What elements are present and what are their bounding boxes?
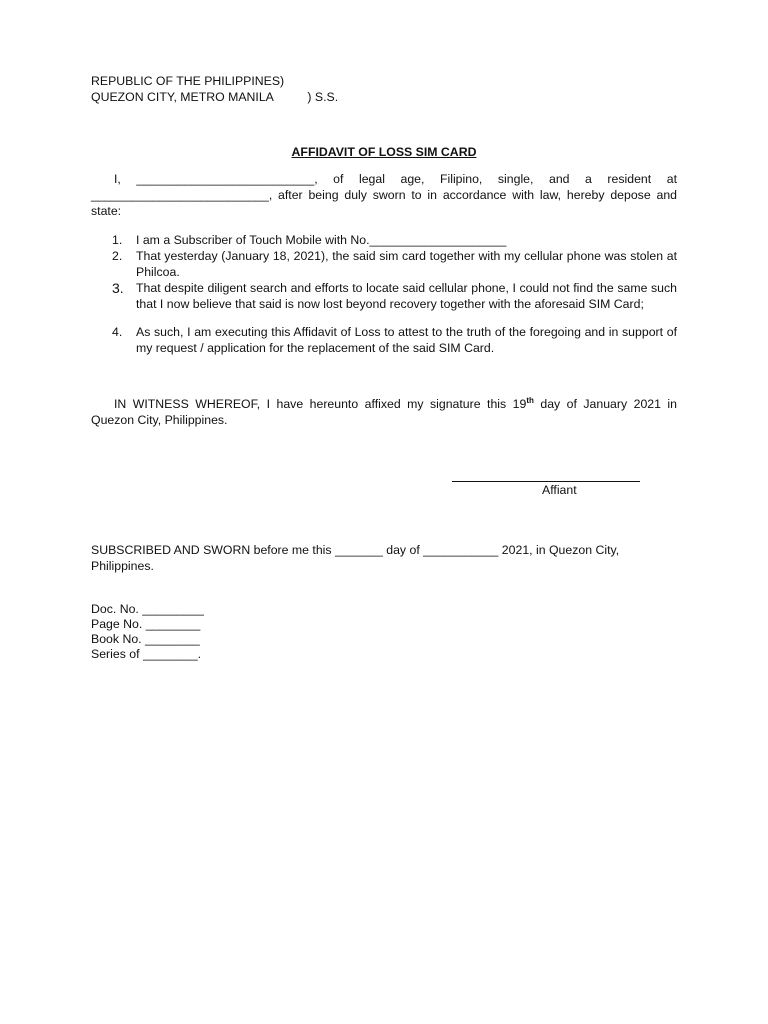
list-item-text: I am a Subscriber of Touch Mobile with No.____________________ xyxy=(136,233,507,247)
list-item-text: That yesterday (January 18, 2021), the said sim card together with my cellular phone was stolen at Philcoa. xyxy=(136,249,677,279)
list-item-text: As such, I am executing this Affidavit of Loss to attest to the truth of the foregoing and in support of my request / application for the replacement of the said SIM Card. xyxy=(136,325,677,355)
doc-number: Doc. No. _________ xyxy=(91,602,204,616)
document-title: AFFIDAVIT OF LOSS SIM CARD xyxy=(291,145,477,159)
list-item-number: 1. xyxy=(112,233,123,247)
jurat-paragraph: SUBSCRIBED AND SWORN before me this _______ day of ___________ 2021, in Quezon City, Philippines. xyxy=(91,543,620,573)
case-caption xyxy=(91,73,338,105)
caption-line-republic: REPUBLIC OF THE PHILIPPINES) xyxy=(91,74,285,88)
statement-list xyxy=(91,232,677,356)
list-item xyxy=(91,232,677,248)
list-item xyxy=(91,280,677,312)
page-number: Page No. ________ xyxy=(91,617,201,631)
witness-text-end: day of January 2021 in Quezon City, Philippines. xyxy=(91,397,678,427)
series-number: Series of ________. xyxy=(91,647,202,661)
list-item-number: 4. xyxy=(112,325,123,339)
affiant-label: Affiant xyxy=(542,483,577,497)
witness-text-start: IN WITNESS WHEREOF, I have hereunto affixed my signature this 19 xyxy=(114,397,527,411)
list-item-number: 2. xyxy=(112,249,123,263)
notarial-register xyxy=(91,601,204,661)
list-item-text: That despite diligent search and efforts to locate said cellular phone, I could not find the same such that I now believe that said is now lost beyond recovery together with the aforesaid SIM Card; xyxy=(136,281,677,311)
ordinal-suffix: th xyxy=(526,395,534,405)
list-item xyxy=(91,324,677,356)
witness-paragraph xyxy=(91,396,677,428)
intro-paragraph: I, __________________________, of legal age, Filipino, single, and a resident at __________________________, after being duly sworn to in accordance with law, hereby depose and state: xyxy=(91,172,677,218)
book-number: Book No. ________ xyxy=(91,632,200,646)
signature-line xyxy=(452,469,640,482)
caption-line-city: QUEZON CITY, METRO MANILA ) S.S. xyxy=(91,90,339,104)
list-item-number: 3. xyxy=(112,280,124,296)
list-item xyxy=(91,248,677,280)
